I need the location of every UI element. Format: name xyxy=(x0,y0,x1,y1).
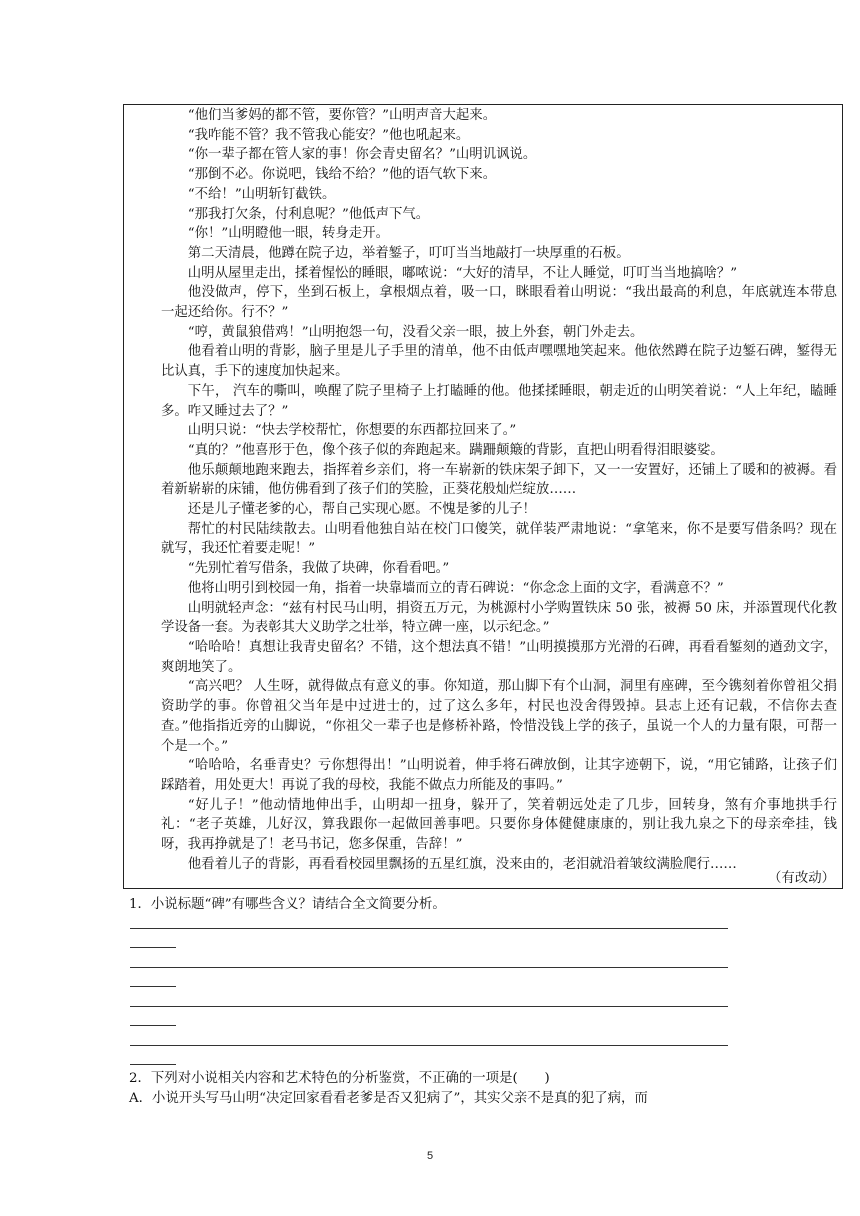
paragraph: “他们当爹妈的都不管，要你管？”山明声音大起来。 xyxy=(187,108,497,123)
paragraph: 他乐颠颠地跑来跑去，指挥着乡亲们，将一车崭新的铁床架子卸下，又一一安置好，还铺上了暖和的被褥。看着新崭崭的床铺，他仿佛看到了孩子们的笑脸，正葵花般灿烂绽放…… xyxy=(161,462,837,498)
paragraph: “你！”山明瞪他一眼，转身走开。 xyxy=(187,226,389,242)
answer-line[interactable] xyxy=(130,1006,728,1007)
paragraph: “哼，黄鼠狼借鸡！”山明抱怨一句，没看父亲一眼，披上外套，朝门外走去。 xyxy=(187,324,644,340)
paragraph: “好儿子！”他动情地伸出手，山明却一扭身，躲开了，笑着朝远处走了几步，回转身，煞有介事地拱手行礼：“老子英雄，儿好汉，算我跟你一起做回善事吧。只要你身体健健康康的，别让我九泉之下的母亲牵挂，钱呀，我再挣就是了！老马书记，您多保重，告辞！” xyxy=(161,797,837,853)
page-number: 5 xyxy=(426,1150,434,1162)
paragraph: 山明只说：“快去学校帮忙，你想要的东西都拉回来了。” xyxy=(187,423,517,439)
paragraph: 他看着儿子的背影，再看看校园里飘扬的五星红旗，没来由的，老泪就沿着皱纹满脸爬行…… xyxy=(187,856,737,872)
paragraph: “先别忙着写借条，我做了块碑，你看看吧。” xyxy=(187,561,450,577)
paragraph: “高兴吧？ 人生呀，就得做点有意义的事。你知道，那山脚下有个山洞，洞里有座碑，至今镌刻着你曾祖父捐资助学的事。你曾祖父当年是中过进士的，过了这么多年，村民也没舍得毁掉。县志上还有记载，不信你去查查。”他指指近旁的山脚说，“你祖父一辈子也是修桥补路，怜惜没钱上学的孩子，虽说一个人的力量有限，可帮一个是一个。” xyxy=(161,679,837,754)
paragraph: 帮忙的村民陆续散去。山明看他独自站在校门口傻笑，就佯装严肃地说：“拿笔来，你不是要写借条吗？现在就写，我还忙着要走呢！” xyxy=(161,521,837,557)
answer-line-stub[interactable] xyxy=(130,1025,176,1026)
answer-line[interactable] xyxy=(130,928,728,929)
answer-line[interactable] xyxy=(130,1045,728,1046)
paragraph: “真的？”他喜形于色，像个孩子似的奔跑起来。蹒跚颠簸的背影，直把山明看得泪眼婆娑。 xyxy=(187,442,724,458)
paragraph: 下午， 汽车的嘶叫，唤醒了院子里椅子上打瞌睡的他。他揉揉睡眼，朝走近的山明笑着说：“人上年纪，瞌睡多。咋又睡过去了？” xyxy=(161,383,837,419)
paragraph: 他将山明引到校园一角，指着一块靠墙而立的青石碑说：“你念念上面的文字，看满意不？” xyxy=(187,580,724,596)
question-1: 1．小说标题“碑”有哪些含义？请结合全文简要分析。 xyxy=(129,897,446,912)
paragraph: “哈哈哈！真想让我青史留名？不错，这个想法真不错！”山明摸摸那方光滑的石碑，再看看錾刻的遒劲文字，爽朗地笑了。 xyxy=(161,639,837,675)
paragraph: 他没做声，停下，坐到石板上，拿根烟点着，吸一口，眯眼看着山明说：“我出最高的利息，年底就连本带息一起还给你。行不？” xyxy=(161,285,837,321)
paragraph: “哈哈哈，名垂青史？亏你想得出！”山明说着，伸手将石碑放倒，让其字迹朝下，说，“用它铺路，让孩子们踩踏着，用处更大！再说了我的母校，我能不做点力所能及的事吗。” xyxy=(161,758,837,793)
question-2-option-a: A．小说开头写马山明“决定回家看看老爹是否又犯病了”，其实父亲不是真的犯了病，而 xyxy=(129,1091,648,1106)
passage-text xyxy=(161,106,837,874)
paragraph: 他看着山明的背影，脑子里是儿子手里的清单，他不由低声嘿嘿地笑起来。他依然蹲在院子边錾石碑，錾得无比认真，手下的速度加快起来。 xyxy=(161,344,837,380)
paragraph: “那倒不必。你说吧，钱给不给？”他的语气软下来。 xyxy=(187,167,497,183)
paragraph: “我咋能不管？我不管我心能安？”他也吼起来。 xyxy=(187,127,470,143)
paragraph: 山明从屋里走出，揉着惺忪的睡眼，嘟哝说：“大好的清早，不让人睡觉，叮叮当当地搞啥？” xyxy=(187,265,738,281)
answer-line-stub[interactable] xyxy=(130,947,176,948)
answer-line-stub[interactable] xyxy=(130,986,176,987)
paragraph: “不给！”山明斩钉截铁。 xyxy=(187,186,336,202)
answer-line[interactable] xyxy=(130,967,728,968)
paragraph: “那我打欠条，付利息呢？”他低声下气。 xyxy=(187,206,430,222)
paragraph: “你一辈子都在管人家的事！你会青史留名？”山明讥讽说。 xyxy=(187,147,537,163)
paragraph: 山明就轻声念：“兹有村民马山明，捐资五万元，为桃源村小学购置铁床 50 张，被褥 50 床，并添置现代化教学设备一套。为表彰其大义助学之壮举，特立碑一座，以示纪念。” xyxy=(161,600,837,636)
answer-line-stub[interactable] xyxy=(130,1064,176,1065)
paragraph: 第二天清晨，他蹲在院子边，举着錾子，叮叮当当地敲打一块厚重的石板。 xyxy=(187,245,630,261)
question-2: 2．下列对小说相关内容和艺术特色的分析鉴赏，不正确的一项是( ) xyxy=(129,1071,550,1086)
source-note: （有改动） xyxy=(768,871,835,886)
paragraph: 还是儿子懂老爹的心，帮自己实现心愿。不愧是爹的儿子！ xyxy=(187,502,536,518)
